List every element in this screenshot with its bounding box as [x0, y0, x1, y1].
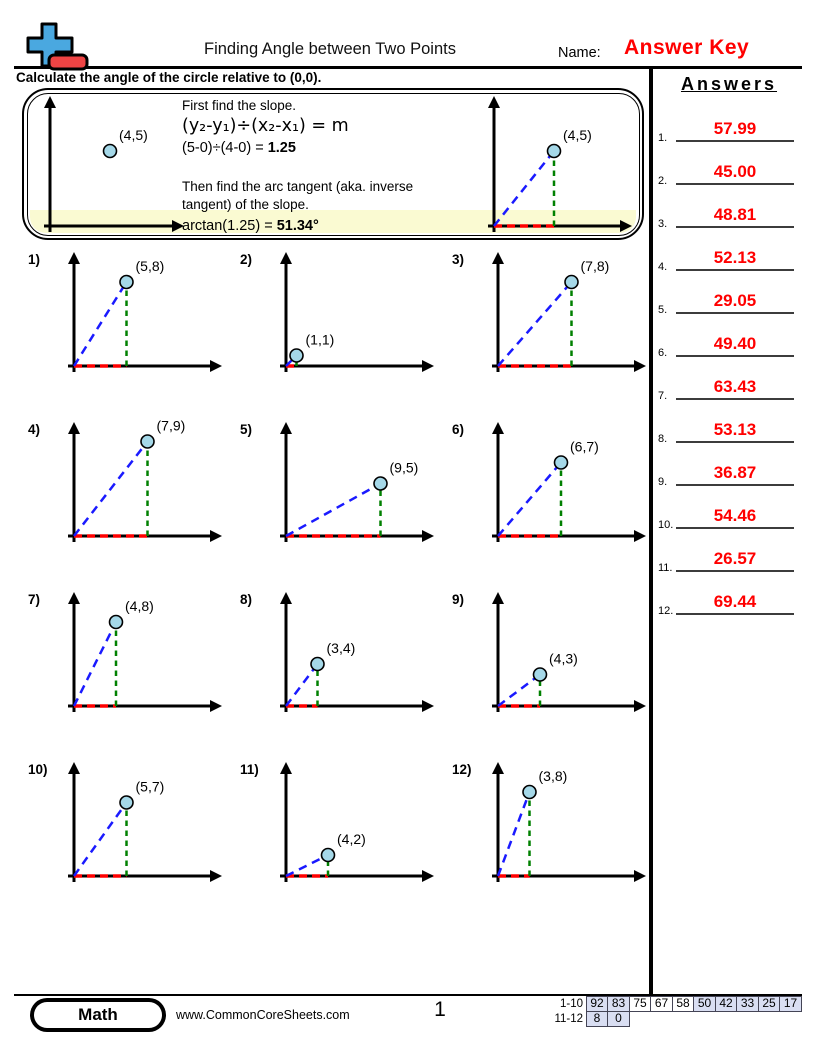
coordinate-graph [472, 92, 638, 240]
point-marker [555, 456, 568, 469]
problem-cell-10 [14, 754, 226, 924]
arctan-prefix: arctan(1.25) = [182, 218, 277, 234]
problem-cell-6 [438, 414, 650, 584]
problem-graph [262, 758, 438, 915]
problem-cell-1 [14, 244, 226, 414]
subject-badge [30, 998, 166, 1032]
coordinate-graph [262, 588, 438, 740]
point-label: (5,8) [135, 258, 165, 274]
problem-graph [50, 588, 226, 745]
score-cell: 75 [629, 996, 652, 1012]
answer-number: 5. [658, 304, 668, 316]
hypotenuse-line [498, 463, 561, 537]
problem-cell-9 [438, 584, 650, 754]
answer-number: 10. [658, 519, 674, 531]
example-step2-text: Then find the arc tangent (aka. inverse tangent) of the slope. [182, 179, 414, 212]
problem-number: 8) [240, 592, 253, 607]
problem-number: 2) [240, 252, 253, 267]
problem-graph [50, 418, 226, 575]
plus-minus-icon [26, 22, 90, 72]
x-axis-arrow-icon [210, 360, 222, 372]
answer-item-7 [656, 363, 802, 406]
slope-calc-prefix: (5-0)÷(4-0) = [182, 140, 268, 156]
problem-number: 9) [452, 592, 465, 607]
example-step1-text: First find the slope. [182, 98, 297, 113]
y-axis-arrow-icon [492, 422, 504, 434]
point-marker [290, 349, 303, 362]
coordinate-graph [50, 588, 226, 740]
answer-value: 45.00 [676, 162, 794, 185]
problem-graph [262, 418, 438, 575]
coordinate-graph [50, 418, 226, 570]
score-cell: 83 [607, 996, 630, 1012]
score-cell: 92 [586, 996, 609, 1012]
problem-graph [474, 588, 650, 745]
score-cell: 33 [736, 996, 759, 1012]
problem-graph [262, 588, 438, 745]
answer-item-12 [656, 578, 802, 621]
answer-item-9 [656, 449, 802, 492]
example-instructions [182, 92, 482, 237]
problem-number: 12) [452, 762, 472, 777]
y-axis-arrow-icon [68, 762, 80, 774]
instruction-text: Calculate the angle of the circle relative to (0,0). [16, 70, 322, 85]
point-marker [104, 145, 117, 158]
answer-item-1 [656, 105, 802, 148]
hypotenuse-line [498, 792, 530, 876]
point-marker [141, 435, 154, 448]
hypotenuse-line [74, 803, 127, 877]
x-axis-arrow-icon [634, 700, 646, 712]
name-label: Name: [558, 45, 601, 61]
point-marker [311, 658, 324, 671]
answer-item-6 [656, 320, 802, 363]
problem-number: 5) [240, 422, 253, 437]
answers-divider [649, 68, 653, 994]
problem-cell-7 [14, 584, 226, 754]
point-label: (4,2) [337, 831, 366, 847]
hypotenuse-line [498, 282, 572, 366]
commoncoresheets-logo [26, 22, 90, 72]
point-label: (7,8) [580, 258, 610, 274]
point-label: (7,9) [156, 418, 186, 434]
point-label: (6,7) [570, 438, 599, 455]
answer-item-2 [656, 148, 802, 191]
point-label: (5,7) [135, 778, 165, 795]
arctan-result [182, 216, 482, 237]
problem-cell-8 [226, 584, 438, 754]
problem-number: 1) [28, 252, 41, 267]
x-axis-arrow-icon [634, 530, 646, 542]
y-axis-arrow-icon [68, 252, 80, 264]
answer-value: 69.44 [676, 592, 794, 615]
hypotenuse-line [286, 664, 318, 706]
answer-item-3 [656, 191, 802, 234]
answer-value: 26.57 [676, 549, 794, 572]
problem-graph [474, 758, 650, 915]
score-cell: 58 [672, 996, 695, 1012]
point-marker [120, 796, 133, 809]
slope-calculation [182, 138, 482, 158]
answers-panel [656, 70, 802, 621]
point-marker [523, 786, 536, 799]
problem-number: 6) [452, 422, 465, 437]
score-cell: 25 [758, 996, 781, 1012]
answers-list [656, 105, 802, 621]
point-label: (9,5) [389, 459, 419, 476]
coordinate-graph [474, 758, 650, 910]
answer-value: 53.13 [676, 420, 794, 443]
hypotenuse-line [498, 675, 540, 707]
y-axis-arrow-icon [280, 422, 292, 434]
point-label: (4,5) [119, 127, 148, 143]
point-marker [534, 668, 547, 681]
x-axis-arrow-icon [210, 530, 222, 542]
answer-item-11 [656, 535, 802, 578]
problem-cell-12 [438, 754, 650, 924]
score-cell: 0 [607, 1011, 630, 1027]
score-cell: 42 [715, 996, 738, 1012]
answer-value: 48.81 [676, 205, 794, 228]
answer-item-8 [656, 406, 802, 449]
coordinate-graph [262, 418, 438, 570]
page-title: Finding Angle between Two Points [204, 40, 456, 58]
score-cell: 17 [779, 996, 802, 1012]
example-box [22, 88, 644, 240]
problem-graph [50, 248, 226, 405]
answer-key-text: Answer Key [624, 36, 750, 59]
problem-graph [474, 418, 650, 575]
answer-number: 6. [658, 347, 668, 359]
point-label: (3,8) [538, 768, 568, 784]
hypotenuse-line [74, 282, 127, 366]
x-axis-arrow-icon [422, 700, 434, 712]
x-axis-arrow-icon [634, 870, 646, 882]
point-marker [120, 276, 133, 289]
answer-number: 2. [658, 175, 668, 187]
slope-formula: (y₂-y₁)÷(x₂-x₁) = m [182, 116, 349, 136]
y-axis-arrow-icon [280, 762, 292, 774]
point-label: (4,8) [125, 598, 154, 614]
score-row [545, 996, 802, 1012]
y-axis-arrow-icon [68, 422, 80, 434]
coordinate-graph [262, 758, 438, 910]
website-text: www.CommonCoreSheets.com [176, 1008, 350, 1022]
point-marker [374, 477, 387, 490]
example-graph-left [36, 94, 186, 245]
coordinate-graph [474, 248, 650, 400]
answer-number: 12. [658, 605, 674, 617]
point-marker [565, 276, 578, 289]
answer-number: 4. [658, 261, 668, 273]
coordinate-graph [474, 418, 650, 570]
problem-number: 10) [28, 762, 48, 777]
score-row-label: 1-10 [559, 998, 583, 1010]
answer-number: 11. [658, 562, 673, 574]
problem-number: 4) [28, 422, 41, 437]
x-axis-arrow-icon [422, 530, 434, 542]
answer-number: 7. [658, 390, 668, 402]
x-axis-arrow-icon [634, 360, 646, 372]
problem-cell-11 [226, 754, 438, 924]
problem-cell-4 [14, 414, 226, 584]
hypotenuse-line [286, 484, 381, 537]
problem-cell-3 [438, 244, 650, 414]
answer-number: 8. [658, 433, 668, 445]
coordinate-graph [36, 94, 186, 240]
problem-cell-2 [226, 244, 438, 414]
score-row [545, 1011, 802, 1027]
hypotenuse-line [74, 442, 148, 537]
score-row-label: 11-12 [554, 1012, 583, 1025]
coordinate-graph [50, 758, 226, 910]
x-axis-arrow-icon [422, 360, 434, 372]
header-divider [14, 66, 802, 69]
score-cell: 67 [650, 996, 673, 1012]
answer-value: 54.46 [676, 506, 794, 529]
hypotenuse-line [74, 622, 116, 706]
x-axis-arrow-icon [620, 220, 632, 232]
y-axis-arrow-icon [492, 252, 504, 264]
y-axis-arrow-icon [68, 592, 80, 604]
arctan-value: 51.34° [276, 218, 319, 234]
hypotenuse-line [494, 151, 554, 226]
problem-cell-5 [226, 414, 438, 584]
subject-badge-label: Math [34, 1002, 162, 1028]
answers-title: Answers [680, 74, 778, 94]
point-marker [548, 145, 561, 158]
score-table [545, 996, 802, 1027]
answer-value: 36.87 [676, 463, 794, 486]
answer-value: 29.05 [676, 291, 794, 314]
answer-value: 52.13 [676, 248, 794, 271]
answer-item-10 [656, 492, 802, 535]
answer-value: 49.40 [676, 334, 794, 357]
page-number: 1 [434, 998, 446, 1021]
problem-number: 3) [452, 252, 465, 267]
coordinate-graph [50, 248, 226, 400]
answer-value: 57.99 [676, 119, 794, 142]
coordinate-graph [262, 248, 438, 400]
problem-graph [50, 758, 226, 915]
point-label: (1,1) [305, 331, 335, 348]
slope-calc-value: 1.25 [267, 140, 296, 156]
problem-graph [262, 248, 438, 405]
problem-number: 11) [240, 762, 259, 777]
problems-grid [14, 244, 650, 924]
example-graph-right [472, 92, 638, 245]
y-axis-arrow-icon [280, 592, 292, 604]
answer-number: 3. [658, 218, 668, 230]
y-axis-arrow-icon [492, 592, 504, 604]
score-cell: 50 [693, 996, 716, 1012]
point-marker [322, 849, 335, 862]
y-axis-arrow-icon [280, 252, 292, 264]
point-label: (4,3) [549, 650, 578, 667]
answer-item-5 [656, 277, 802, 320]
point-label: (3,4) [326, 640, 356, 656]
x-axis-arrow-icon [422, 870, 434, 882]
problem-number: 7) [28, 592, 41, 607]
x-axis-arrow-icon [210, 700, 222, 712]
y-axis-arrow-icon [488, 96, 500, 108]
answer-item-4 [656, 234, 802, 277]
point-label: (4,5) [563, 127, 592, 143]
score-cell: 8 [586, 1011, 609, 1027]
answer-number: 9. [658, 476, 668, 488]
problem-graph [474, 248, 650, 405]
coordinate-graph [474, 588, 650, 740]
y-axis-arrow-icon [44, 96, 56, 108]
answer-number: 1. [658, 132, 668, 144]
x-axis-arrow-icon [210, 870, 222, 882]
y-axis-arrow-icon [492, 762, 504, 774]
answer-value: 63.43 [676, 377, 794, 400]
point-marker [110, 616, 123, 629]
